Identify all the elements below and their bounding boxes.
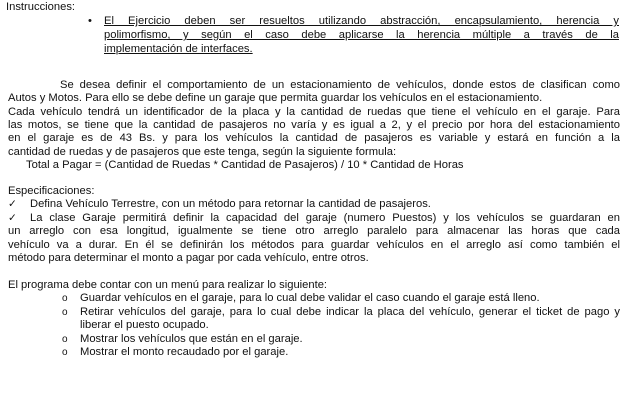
instruction-line-3: implementación de interfaces. <box>104 43 253 55</box>
circle-bullet-icon: o <box>62 307 68 318</box>
circle-bullet-icon: o <box>62 293 68 304</box>
spec-item-1: Defina Vehículo Terrestre, con un método para retornar la cantidad de pasajeros. <box>30 198 431 210</box>
spec-item-2-line-1: La clase Garaje permitirá definir la capacidad del garaje (numero Puestos) y los vehículos se guardaran en <box>30 212 620 224</box>
description-line-1: Se desea definir el comportamiento de un estacionamiento de vehículos, donde estos de clasifican como <box>60 79 620 91</box>
description-line-6: cantidad de ruedas y de pasajeros que este tenga, según la siguiente formula: <box>8 146 397 158</box>
spec-item-2-line-2: un arreglo con esa longitud, igualmente se tiene otro arreglo paralelo para almacenar las horas que cada <box>8 225 620 237</box>
description-line-2: Autos y Motos. Para ello se debe define un garaje que permita guardar los vehículos en el estacionamiento. <box>8 92 543 104</box>
heading: Instrucciones: <box>6 1 76 13</box>
check-icon: ✓ <box>8 198 17 210</box>
formula: Total a Pagar = (Cantidad de Ruedas * Cantidad de Pasajeros) / 10 * Cantidad de Horas <box>26 159 464 171</box>
instruction-line-2: polimorfismo, y según el caso debe aplicarse la herencia múltiple a través de la <box>104 29 619 41</box>
instruction-line-1: El Ejercicio deben ser resueltos utilizando abstracción, encapsulamiento, herencia y <box>104 15 619 27</box>
menu-item-4: Mostrar el monto recaudado por el garaje. <box>80 346 289 358</box>
description-line-4: las motos, se tiene que la cantidad de pasajeros no varía y es igual a 2, y el precio por hora del estacionamiento <box>8 119 620 131</box>
menu-item-1: Guardar vehículos en el garaje, para lo cual debe validar el caso cuando el garaje está lleno. <box>80 292 540 304</box>
circle-bullet-icon: o <box>62 334 68 345</box>
circle-bullet-icon: o <box>62 347 68 358</box>
spec-item-2-line-4: método para determinar el monto a pagar por cada vehículo, entre otros. <box>8 252 369 264</box>
description-line-5: en el garaje es de 43 Bs. y para los vehículos la cantidad de pasajeros es variable y estará en función a la <box>8 132 620 144</box>
menu-item-3: Mostrar los vehículos que están en el garaje. <box>80 333 303 345</box>
specs-title: Especificaciones: <box>8 185 95 197</box>
menu-item-2-line-1: Retirar vehículos del garaje, para lo cual debe indicar la placa del vehículo, generar el ticket de pago y <box>80 306 620 318</box>
check-icon: ✓ <box>8 212 17 224</box>
description-line-3: Cada vehículo tendrá un identificador de la placa y la cantidad de ruedas que tiene el vehículo en el garaje. Para <box>8 106 620 118</box>
menu-intro: El programa debe contar con un menú para realizar lo siguiente: <box>8 279 328 291</box>
spec-item-2-line-3: vehículo va a durar. En él se definirán los métodos para guardar vehículos en el arreglo así como también el <box>8 239 620 251</box>
menu-item-2-line-2: liberar el puesto ocupado. <box>80 319 209 331</box>
instruction-bullet: • <box>88 15 92 27</box>
